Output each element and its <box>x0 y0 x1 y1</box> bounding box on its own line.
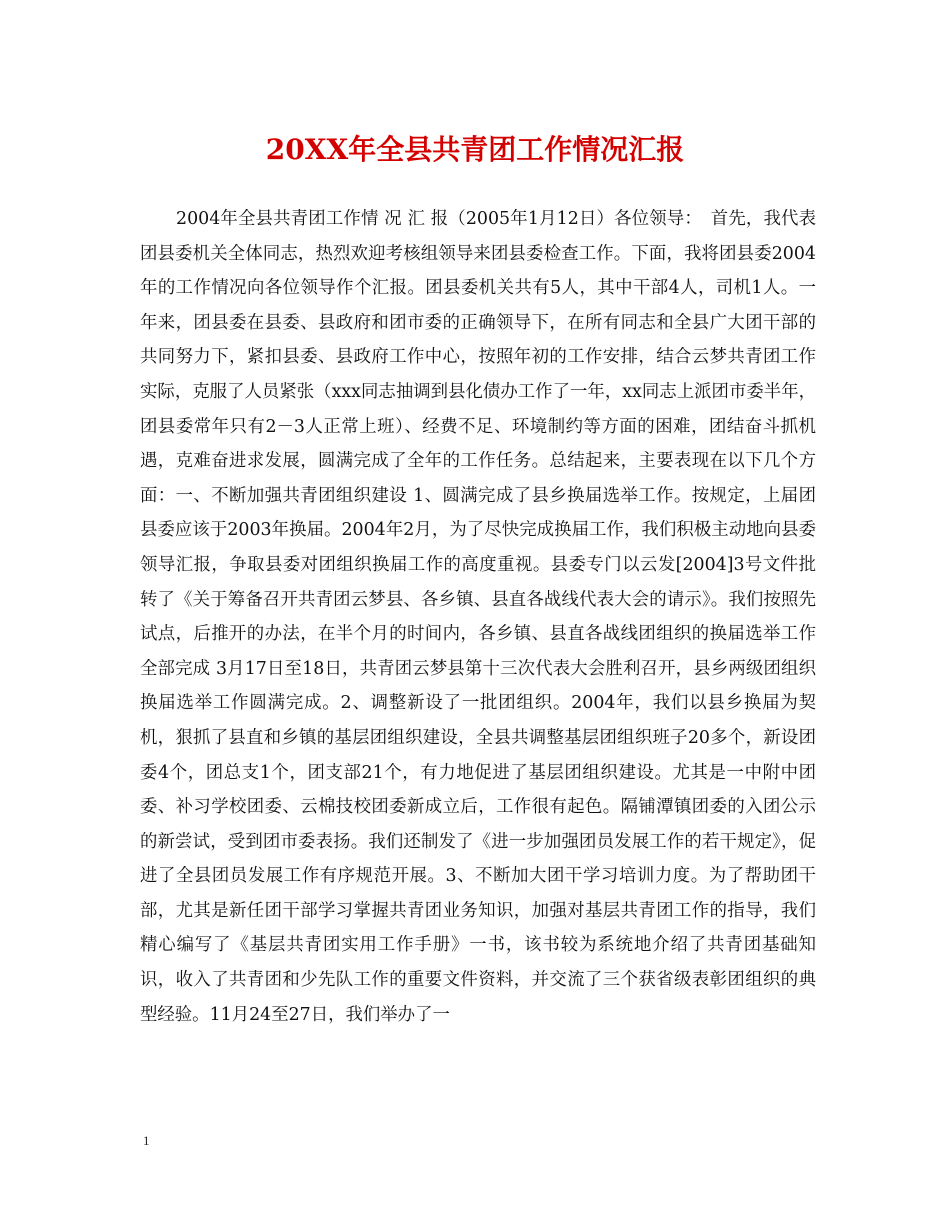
page-number: 1 <box>143 1133 150 1148</box>
body-paragraph: 2004年全县共青团工作情 况 汇 报（2005年1月12日）各位领导： 首先，我代表团县委机关全体同志，热烈欢迎考核组领导来团县委检查工作。下面，我将团县委2004年的工作情况向各位领导作个汇报。团县委机关共有5人，其中干部4人，司机1人。一年来，团县委在县委、县政府和团市委的正确领导下，在所有同志和全县广大团干部的共同努力下，紧扣县委、县政府工作中心，按照年初的工作安排，结合云梦共青团工作实际，克服了人员紧张（xxx同志抽调到县化债办工作了一年，xx同志上派团市委半年，团县委常年只有2－3人正常上班）、经费不足、环境制约等方面的困难，团结奋斗抓机遇，克难奋进求发展，圆满完成了全年的工作任务。总结起来，主要表现在以下几个方面：一、不断加强共青团组织建设 1、圆满完成了县乡换届选举工作。按规定，上届团县委应该于2003年换届。2004年2月，为了尽快完成换届工作，我们积极主动地向县委领导汇报，争取县委对团组织换届工作的高度重视。县委专门以云发[2004]3号文件批转了《关于筹备召开共青团云梦县、各乡镇、县直各战线代表大会的请示》。我们按照先试点，后推开的办法，在半个月的时间内，各乡镇、县直各战线团组织的换届选举工作全部完成 3月17日至18日，共青团云梦县第十三次代表大会胜利召开，县乡两级团组织换届选举工作圆满完成。2、调整新设了一批团组织。2004年，我们以县乡换届为契机，狠抓了县直和乡镇的基层团组织建设，全县共调整基层团组织班子20多个，新设团委4个，团总支1个，团支部21个，有力地促进了基层团组织建设。尤其是一中附中团委、补习学校团委、云棉技校团委新成立后，工作很有起色。隔铺潭镇团委的入团公示的新尝试，受到团市委表扬。我们还制发了《进一步加强团员发展工作的若干规定》，促进了全县团员发展工作有序规范开展。3、不断加大团干学习培训力度。为了帮助团干部，尤其是新任团干部学习掌握共青团业务知识，加强对基层共青团工作的指导，我们精心编写了《基层共青团实用工作手册》一书，该书较为系统地介绍了共青团基础知识，收入了共青团和少先队工作的重要文件资料，并交流了三个获省级表彰团组织的典型经验。11月24至27日，我们举办了一 <box>140 209 816 1025</box>
document-title: 20XX年全县共青团工作情况汇报 <box>265 133 685 166</box>
